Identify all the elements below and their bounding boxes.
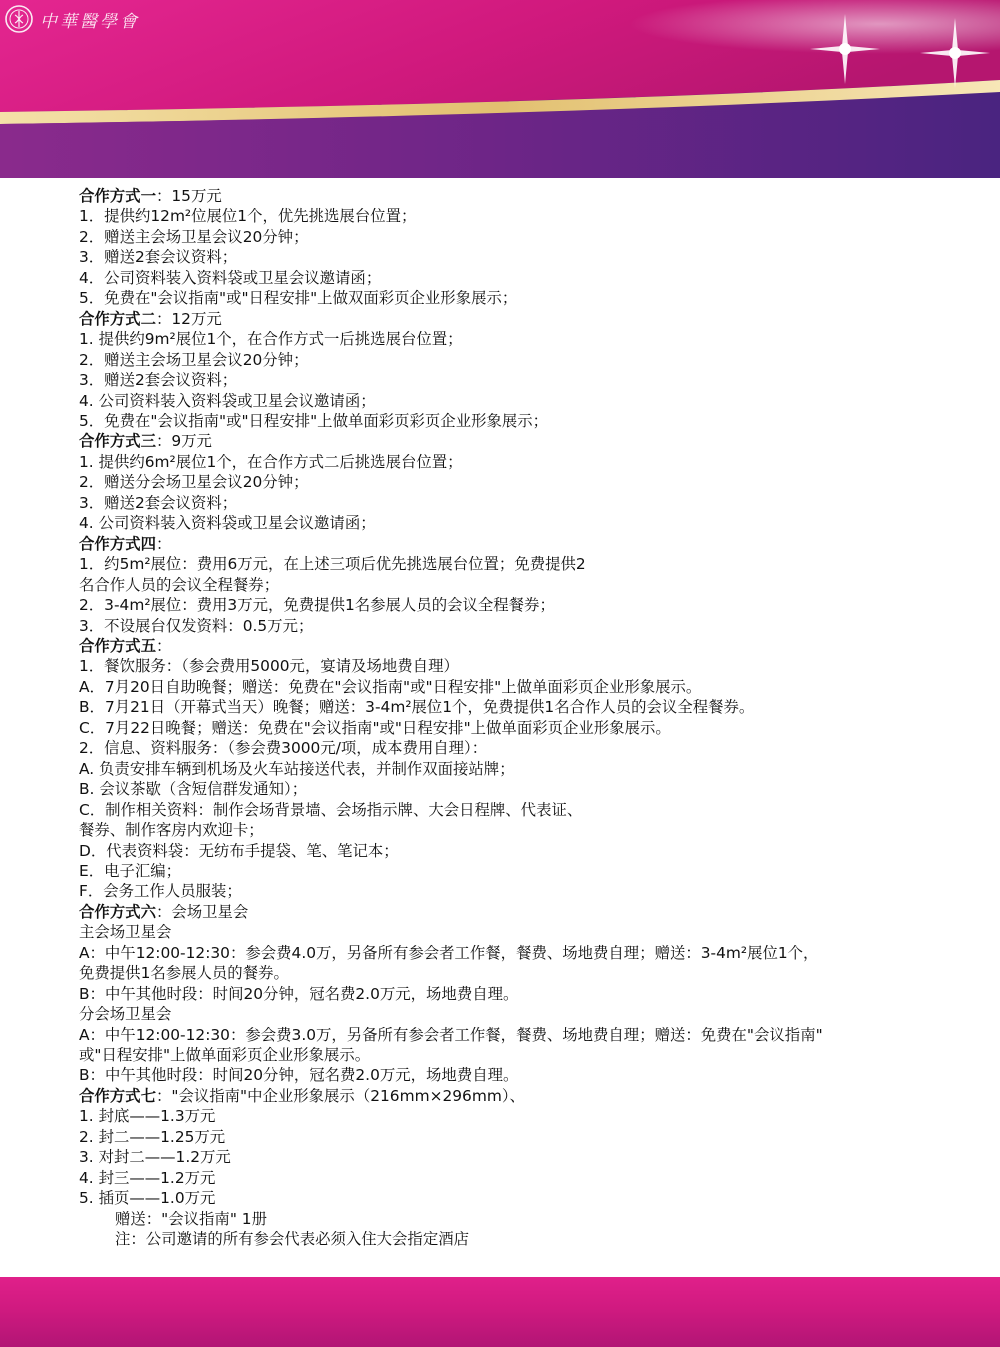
section-label: 合作方式二 <box>79 309 156 328</box>
text-line <box>79 350 979 370</box>
section-heading <box>79 1086 979 1106</box>
line-text: 2．信息、资料服务：（参会费3000元/项，成本费用自理）： <box>79 739 488 758</box>
text-line <box>79 984 979 1004</box>
line-text: 免费提供1名参展人员的餐券。 <box>79 964 289 983</box>
text-line <box>79 922 979 942</box>
line-text: B. 会议茶歇（含短信群发通知）； <box>79 780 308 799</box>
line-text: 1．餐饮服务：（参会费用5000元，宴请及场地费自理） <box>79 657 459 676</box>
section-label: 合作方式五 <box>79 636 156 655</box>
text-line <box>79 288 979 308</box>
logo-text: 中華醫學會 <box>40 11 140 32</box>
text-line <box>79 554 979 574</box>
line-text: ：会场卫星会 <box>155 902 249 921</box>
text-line <box>79 616 979 636</box>
line-text: 或"日程安排"上做单面彩页企业形象展示。 <box>79 1046 371 1065</box>
text-line <box>79 513 979 533</box>
text-line <box>79 1188 979 1208</box>
section-label: 合作方式六 <box>79 902 156 921</box>
line-text: 3．赠送2套会议资料； <box>79 371 238 390</box>
line-text: D．代表资料袋：无纺布手提袋、笔、笔记本； <box>79 841 399 860</box>
section-heading <box>79 636 979 656</box>
text-line <box>79 1025 979 1045</box>
line-text: 2．赠送主会场卫星会议20分钟； <box>79 350 309 369</box>
line-text: 1．提供约12m²位展位1个，优先挑选展台位置； <box>79 207 417 226</box>
line-text: 2．赠送分会场卫星会议20分钟； <box>79 473 309 492</box>
line-text: 4. 封三——1.2万元 <box>79 1168 216 1187</box>
line-text: 4. 公司资料装入资料袋或卫星会议邀请函； <box>79 514 376 533</box>
line-text: ："会议指南"中企业形象展示（216mm×296mm）、 <box>155 1086 525 1105</box>
text-line <box>79 1065 979 1085</box>
text-line <box>79 779 979 799</box>
line-text: 2. 封二——1.25万元 <box>79 1127 226 1146</box>
text-line <box>79 861 979 881</box>
line-text: 1. 封底——1.3万元 <box>79 1107 216 1126</box>
text-line <box>79 452 979 472</box>
text-line <box>79 881 979 901</box>
text-line <box>79 963 979 983</box>
text-line <box>79 718 979 738</box>
line-text: ：9万元 <box>155 432 212 451</box>
line-text: 分会场卫星会 <box>79 1005 172 1024</box>
line-text: 4. 公司资料装入资料袋或卫星会议邀请函； <box>79 391 376 410</box>
cooperation-terms-text <box>79 186 979 1250</box>
line-text: 1. 提供约6m²展位1个，在合作方式二后挑选展台位置； <box>79 452 463 471</box>
line-text: 3. 对封二——1.2万元 <box>79 1148 231 1167</box>
line-text: 3．赠送2套会议资料； <box>79 493 238 512</box>
section-heading <box>79 534 979 554</box>
text-line <box>79 247 979 267</box>
line-text: ： <box>155 534 172 553</box>
text-line <box>79 656 979 676</box>
line-text: ： <box>155 636 172 655</box>
line-text: 3．赠送2套会议资料； <box>79 248 238 267</box>
text-line <box>79 697 979 717</box>
line-text: C．制作相关资料：制作会场背景墙、会场指示牌、大会日程牌、代表证、 <box>79 800 583 819</box>
text-line <box>79 1004 979 1024</box>
text-line <box>79 329 979 349</box>
line-text: 2．赠送主会场卫星会议20分钟； <box>79 227 309 246</box>
line-text: A．7月20日自助晚餐；赠送：免费在"会议指南"或"日程安排"上做单面彩页企业形象展示。 <box>79 677 702 696</box>
text-line <box>79 1147 979 1167</box>
text-line <box>79 411 979 431</box>
text-line <box>79 1045 979 1065</box>
text-line <box>79 575 979 595</box>
section-heading <box>79 309 979 329</box>
text-line <box>79 943 979 963</box>
sparkle-icon <box>810 14 880 84</box>
line-text: B：中午其他时段：时间20分钟，冠名费2.0万元，场地费自理。 <box>79 1066 519 1085</box>
sparkle-icon <box>920 18 990 88</box>
section-label: 合作方式一 <box>79 187 156 205</box>
line-text: B：中午其他时段：时间20分钟，冠名费2.0万元，场地费自理。 <box>79 984 519 1003</box>
line-text: B．7月21日（开幕式当天）晚餐；赠送：3-4m²展位1个，免费提供1名合作人员的会议全程餐券。 <box>79 698 755 717</box>
line-text: ：15万元 <box>155 187 222 205</box>
line-text: 3．不设展台仅发资料：0.5万元； <box>79 616 314 635</box>
line-text: 1．约5m²展位：费用6万元，在上述三项后优先挑选展台位置；免费提供2 <box>79 555 586 574</box>
section-label: 合作方式四 <box>79 534 156 553</box>
text-line <box>79 738 979 758</box>
header-banner <box>0 0 1000 178</box>
text-line <box>79 1229 979 1249</box>
line-text: 2．3-4m²展位：费用3万元，免费提供1名参展人员的会议全程餐券； <box>79 596 555 615</box>
line-text: 4．公司资料装入资料袋或卫星会议邀请函； <box>79 268 382 287</box>
text-line <box>79 206 979 226</box>
text-line <box>79 1127 979 1147</box>
section-label: 合作方式三 <box>79 432 156 451</box>
line-text: C．7月22日晚餐；赠送：免费在"会议指南"或"日程安排"上做单面彩页企业形象展示。 <box>79 718 671 737</box>
text-line <box>79 841 979 861</box>
text-line <box>79 227 979 247</box>
footer-band <box>0 1277 1000 1347</box>
text-line <box>79 1168 979 1188</box>
line-text: 餐券、制作客房内欢迎卡； <box>79 821 264 840</box>
text-line <box>79 370 979 390</box>
medical-association-seal-icon <box>4 4 34 34</box>
text-line <box>79 820 979 840</box>
line-text: 主会场卫星会 <box>79 923 172 942</box>
section-label: 合作方式七 <box>79 1086 156 1105</box>
text-line <box>79 472 979 492</box>
text-line <box>79 1209 979 1229</box>
section-heading <box>79 902 979 922</box>
text-line <box>79 391 979 411</box>
line-text: A：中午12:00-12:30：参会费4.0万，另备所有参会者工作餐，餐费、场地费自理；赠送：3-4m²展位1个， <box>79 943 819 962</box>
text-line <box>79 268 979 288</box>
line-text: 赠送："会议指南" 1册 <box>115 1209 267 1228</box>
text-line <box>79 493 979 513</box>
line-text: A. 负责安排车辆到机场及火车站接送代表，并制作双面接站牌； <box>79 759 515 778</box>
line-text: 名合作人员的会议全程餐券； <box>79 575 280 594</box>
text-line <box>79 677 979 697</box>
line-text: A：中午12:00-12:30：参会费3.0万，另备所有参会者工作餐，餐费、场地费自理；赠送：免费在"会议指南" <box>79 1025 823 1044</box>
line-text: 5．免费在"会议指南"或"日程安排"上做双面彩页企业形象展示； <box>79 289 518 308</box>
line-text: F．会务工作人员服装； <box>79 882 242 901</box>
line-text: E．电子汇编； <box>79 861 182 880</box>
text-line <box>79 759 979 779</box>
section-heading <box>79 186 979 206</box>
line-text: 1. 提供约9m²展位1个，在合作方式一后挑选展台位置； <box>79 330 463 349</box>
line-text: 5. 插页——1.0万元 <box>79 1189 216 1208</box>
line-text: 注：公司邀请的所有参会代表必须入住大会指定酒店 <box>115 1230 469 1249</box>
text-line <box>79 800 979 820</box>
section-heading <box>79 431 979 451</box>
text-line <box>79 595 979 615</box>
text-line <box>79 1106 979 1126</box>
logo <box>4 3 140 35</box>
line-text: ：12万元 <box>155 309 222 328</box>
line-text: 5．免费在"会议指南"或"日程安排"上做单面彩页彩页企业形象展示； <box>79 411 549 430</box>
